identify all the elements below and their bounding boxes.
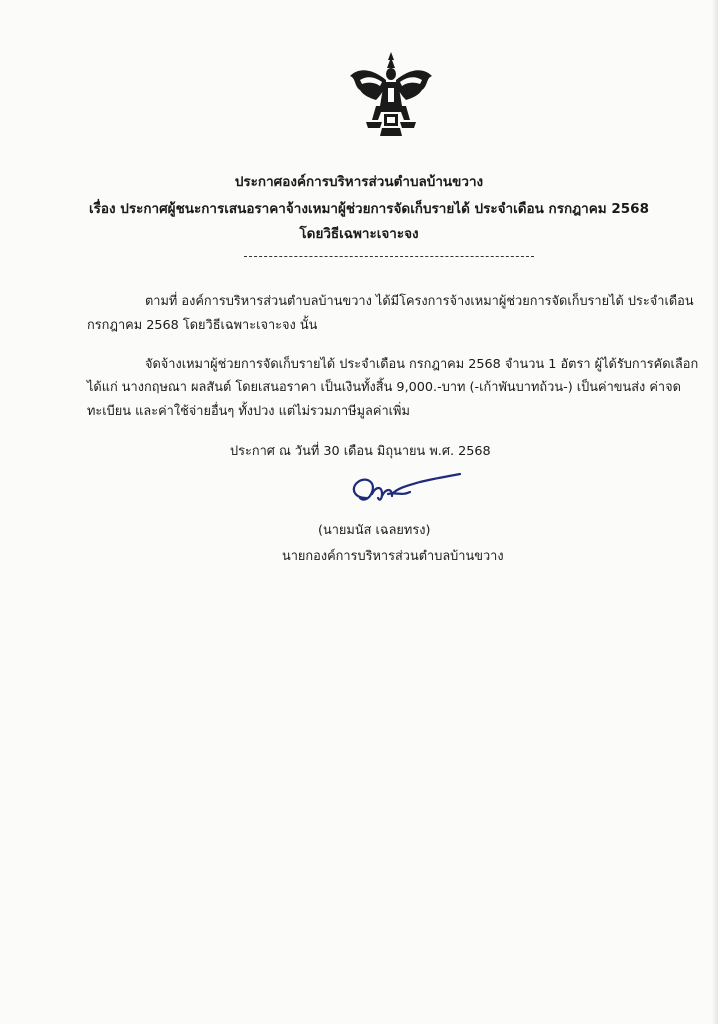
announcement-title: ประกาศองค์การบริหารส่วนตำบลบ้านขวาง: [234, 174, 484, 190]
announcement-subject: เรื่อง ประกาศผู้ชนะการเสนอราคาจ้างเหมาผู้ช่วยการจัดเก็บรายได้ ประจำเดือน กรกฎาคม 2568: [89, 201, 649, 217]
announcement-date: ประกาศ ณ วันที่ 30 เดือน มิถุนายน พ.ศ. 2568: [230, 444, 491, 459]
garuda-emblem-icon: [346, 50, 436, 140]
paragraph-2-line-1: จัดจ้างเหมาผู้ช่วยการจัดเก็บรายได้ ประจำเดือน กรกฎาคม 2568 จำนวน 1 อัตรา ผู้ได้รับการคัดเลือก: [145, 357, 699, 372]
signatory-name: (นายมนัส เฉลยทรง): [318, 523, 431, 538]
paragraph-1-line-1: ตามที่ องค์การบริหารส่วนตำบลบ้านขวาง ได้มีโครงการจ้างเหมาผู้ช่วยการจัดเก็บรายได้ ประจำเดือน: [145, 294, 694, 309]
scan-shadow-edge: [712, 0, 718, 1024]
paragraph-2-line-2: ได้แก่ นางกฤษณา ผลสันต์ โดยเสนอราคา เป็นเงินทั้งสิ้น 9,000.-บาท (-เก้าพันบาทถ้วน-) เป็นค่าขนส่ง ค่าจด: [87, 380, 681, 395]
procurement-method: โดยวิธีเฉพาะเจาะจง: [299, 226, 419, 242]
paragraph-1-line-2: กรกฎาคม 2568 โดยวิธีเฉพาะเจาะจง นั้น: [87, 318, 318, 333]
signatory-position: นายกองค์การบริหารส่วนตำบลบ้านขวาง: [282, 549, 504, 564]
paragraph-2-line-3: ทะเบียน และค่าใช้จ่ายอื่นๆ ทั้งปวง แต่ไม่รวมภาษีมูลค่าเพิ่ม: [87, 404, 410, 419]
handwritten-signature: [340, 468, 470, 510]
title-divider: [244, 256, 534, 257]
